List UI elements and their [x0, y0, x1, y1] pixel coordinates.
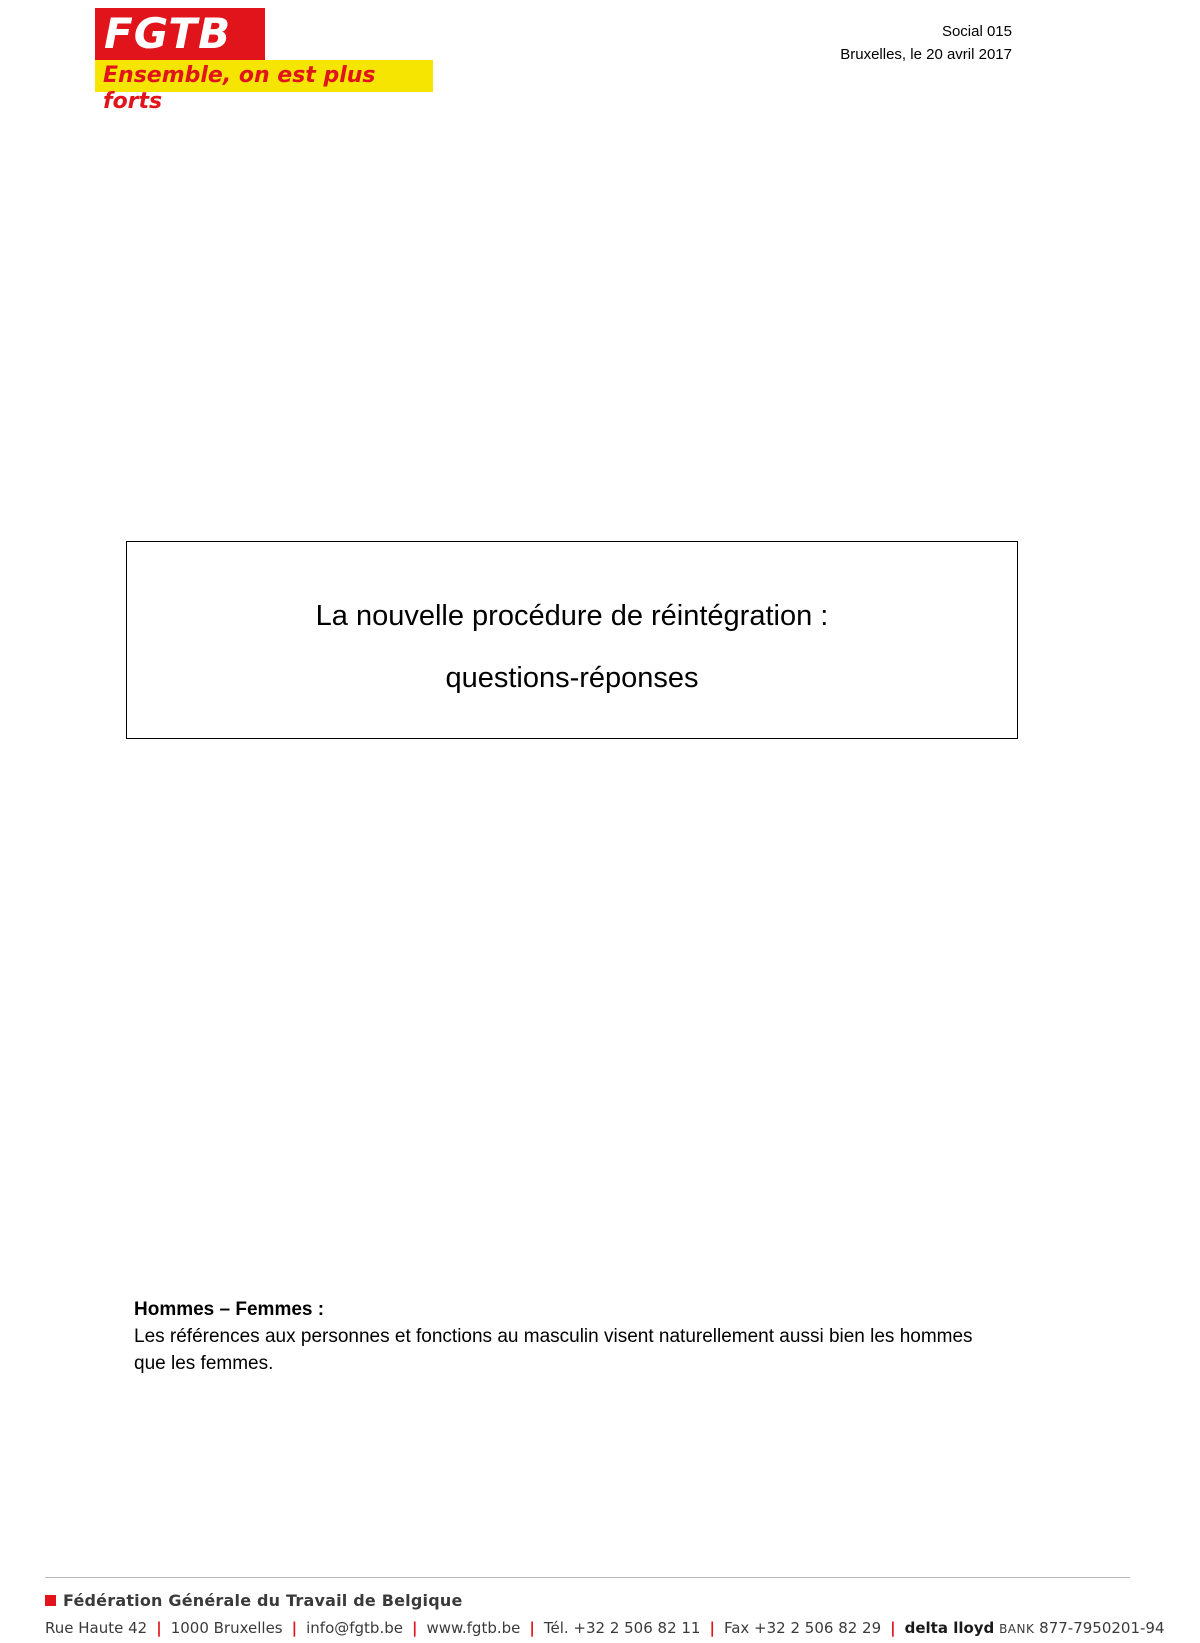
footer-website[interactable]: www.fgtb.be [426, 1619, 521, 1637]
logo-yellow-block [95, 60, 433, 114]
footer-organisation [45, 1591, 463, 1610]
red-square-icon [45, 1595, 56, 1606]
separator-icon: | [411, 1619, 418, 1637]
gender-note-text: Les références aux personnes et fonctions au masculin visent naturellement aussi bien les hommes que les femmes. [134, 1326, 973, 1374]
footer-bank-word: BANK [999, 1622, 1035, 1636]
document-title-box [126, 541, 1018, 739]
logo-tagline-text: Ensemble, on est plus forts [103, 63, 376, 114]
separator-icon: | [709, 1619, 715, 1637]
footer-contact-line [45, 1619, 1165, 1637]
footer-divider [45, 1577, 1130, 1578]
fgtb-logo [95, 8, 435, 114]
footer-fax: Fax +32 2 506 82 29 [723, 1619, 882, 1637]
page-title-line-2: questions-réponses [445, 662, 699, 694]
logo-red-block [95, 8, 265, 60]
page-title-line-1: La nouvelle procédure de réintégration : [315, 600, 829, 632]
header-meta [840, 20, 1012, 66]
document-reference: Social 015 [941, 23, 1012, 40]
document-place-date: Bruxelles, le 20 avril 2017 [840, 46, 1012, 63]
footer-bank-account: 877-7950201-94 [1039, 1619, 1165, 1637]
separator-icon: | [156, 1619, 162, 1637]
footer-address: Rue Haute 42 [45, 1619, 148, 1637]
footer-bank-name: delta lloyd [904, 1619, 995, 1637]
footer-email[interactable]: info@fgtb.be [306, 1619, 403, 1637]
gender-note [134, 1296, 994, 1377]
separator-icon: | [529, 1619, 535, 1637]
page-header [0, 0, 1200, 114]
separator-icon: | [890, 1619, 896, 1637]
separator-icon: | [291, 1619, 298, 1637]
gender-note-heading: Hommes – Femmes : [134, 1299, 325, 1320]
logo-brand-text: FGTB [104, 9, 232, 58]
footer-organisation-label: Fédération Générale du Travail de Belgique [63, 1591, 463, 1610]
footer-phone: Tél. +32 2 506 82 11 [543, 1619, 701, 1637]
footer-city: 1000 Bruxelles [170, 1619, 283, 1637]
